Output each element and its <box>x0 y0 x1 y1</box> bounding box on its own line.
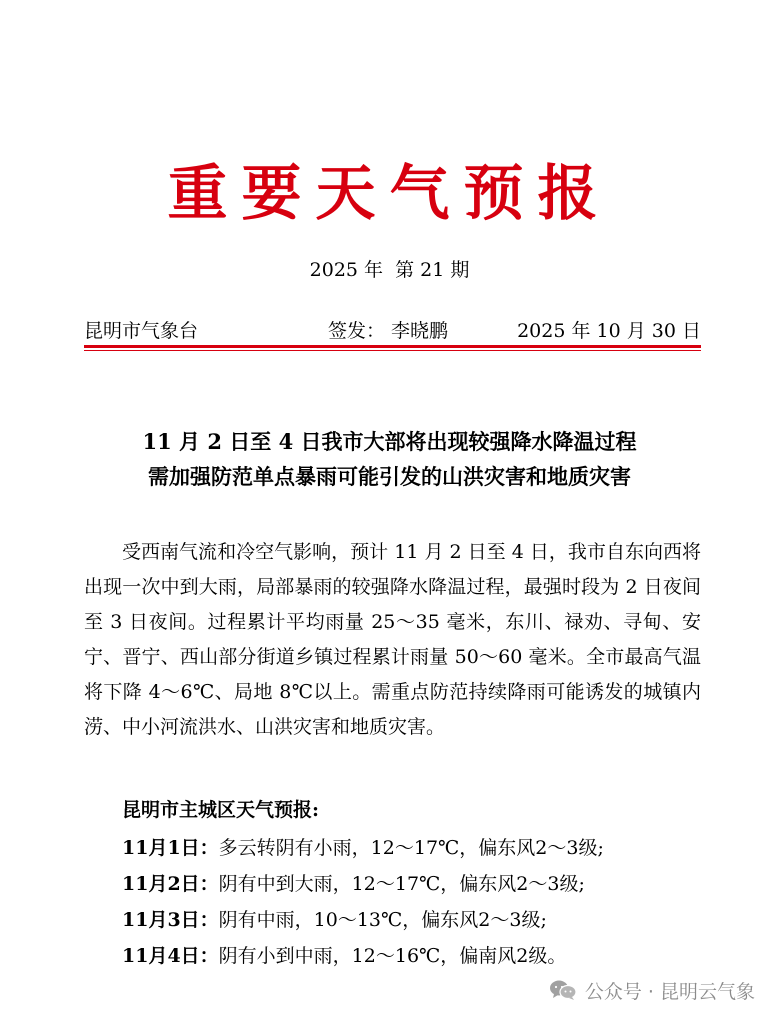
forecast-day: 11月2日： <box>122 873 219 895</box>
document-title: 重要天气预报 <box>167 159 612 229</box>
forecast-list <box>122 830 722 974</box>
header-divider-thick <box>84 345 701 348</box>
wechat-icon <box>549 979 577 1001</box>
issue-year: 2025 年 <box>309 259 384 281</box>
forecast-item <box>122 938 722 974</box>
header-divider-thin <box>84 350 701 351</box>
forecast-day: 11月1日： <box>122 837 219 859</box>
forecast-text: 阴有中雨，10～13℃，偏东风2～3级; <box>218 909 547 931</box>
header-row <box>84 317 701 345</box>
forecast-day: 11月3日： <box>122 909 219 931</box>
issuing-organization: 昆明市气象台 <box>84 320 199 342</box>
watermark-text: 公众号 · 昆明云气象 <box>584 980 755 1003</box>
signer: 签发： 李晓鹏 <box>328 320 449 342</box>
headline-line-2: 需加强防范单点暴雨可能引发的山洪灾害和地质灾害 <box>148 464 631 489</box>
issue-number: 第 21 期 <box>395 259 470 281</box>
forecast-text: 阴有小到中雨，12～16℃，偏南风2级。 <box>218 945 567 967</box>
forecast-day: 11月4日： <box>122 945 219 967</box>
headline-line-1: 11 月 2 日至 4 日我市大部将出现较强降水降温过程 <box>142 429 637 454</box>
forecast-title: 昆明市主城区天气预报: <box>122 799 320 821</box>
headline <box>0 424 779 494</box>
forecast-text: 多云转阴有小雨，12～17℃，偏东风2～3级; <box>218 837 604 859</box>
issue-date: 2025 年 10 月 30 日 <box>517 320 701 342</box>
forecast-item <box>122 830 722 866</box>
forecast-text: 阴有中到大雨，12～17℃，偏东风2～3级; <box>218 873 585 895</box>
issue-line <box>0 256 779 284</box>
forecast-item <box>122 866 722 902</box>
body-paragraph: 受西南气流和冷空气影响，预计 11 月 2 日至 4 日，我市自东向西将出现一次中到大雨，局部暴雨的较强降水降温过程，最强时段为 2 日夜间至 3 日夜间。过程累计平均雨量 25～35 毫米，东川、禄劝、寻甸、安宁、晋宁、西山部分街道乡镇过程累计雨量 50～60 毫米。全市最高气温将下降 4～6℃、局地 8℃以上。需重点防范持续降雨可能诱发的城镇内涝、中小河流洪水、山洪灾害和地质灾害。 <box>84 541 701 738</box>
watermark <box>549 975 755 1005</box>
forecast-item <box>122 902 722 938</box>
